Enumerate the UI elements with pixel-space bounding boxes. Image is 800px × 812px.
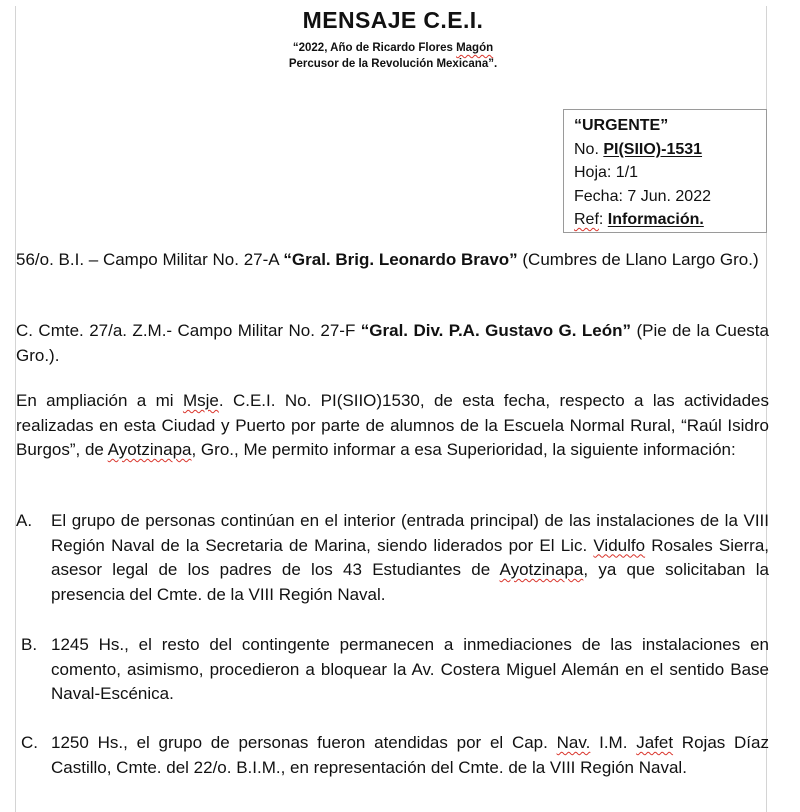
motto-spellcheck-word: Magón xyxy=(456,42,494,54)
message-number-value: PI(SIIO)-1531 xyxy=(603,140,703,158)
list-item-a-spellcheck-ayotzinapa: Ayotzinapa xyxy=(499,560,584,579)
document-title: MENSAJE C.E.I. xyxy=(302,7,484,33)
message-number xyxy=(574,138,766,162)
list-item-a-spellcheck-vidulfo: Vidulfo xyxy=(593,535,646,555)
priority-label: “URGENTE” xyxy=(574,117,669,134)
list-item-c-text xyxy=(51,731,769,780)
list-marker-c: C. xyxy=(21,733,38,752)
list-item-a-text xyxy=(51,509,769,607)
list-item-c-text-1: 1250 Hs., el grupo de personas fueron atendidas por el Cap. xyxy=(51,733,557,752)
reference xyxy=(574,208,766,232)
sheet-number: Hoja: 1/1 xyxy=(574,164,639,181)
unit-line-2-location: (Pie de la Cuesta Gro.). xyxy=(16,321,769,365)
list-item-c-text-2: I.M. xyxy=(590,733,637,752)
reference-colon: : xyxy=(598,211,608,228)
unit-line-1-camp-name: “Gral. Brig. Leonardo Bravo” xyxy=(283,250,518,269)
intro-text-1: En ampliación a mi xyxy=(16,391,183,410)
list-marker-b: B. xyxy=(21,635,38,654)
unit-line-1-location: (Cumbres de Llano Largo Gro.) xyxy=(517,250,759,269)
list-item-c xyxy=(16,731,769,780)
message-date: Fecha: 7 Jun. 2022 xyxy=(574,187,711,205)
list-item-a xyxy=(16,509,769,607)
list-item-c-text-3: Rojas Díaz Castillo, Cmte. del 22/o. B.I.M., en representación del Cmte. de la VIII Región Naval. xyxy=(51,733,769,777)
list-item-a-text-1: El grupo de personas continúan en el interior (entrada principal) de las instalaciones de la VIII Región Naval de la Secretaria de Marina, siendo liderados por El Lic. xyxy=(51,511,769,555)
unit-line-2 xyxy=(16,319,769,368)
list-item-a-text-3: , ya que solicitaban la presencia del Cmte. de la VIII Región Naval. xyxy=(51,560,769,604)
unit-line-2-camp-name: “Gral. Div. P.A. Gustavo G. León” xyxy=(360,321,632,340)
unit-line-1-text: 56/o. B.I. – Campo Militar No. 27-A xyxy=(16,250,284,269)
intro-spellcheck-ayotzinapa: Ayotzinapa xyxy=(107,440,192,459)
motto-line-2: Percusor de la Revolución Mexicana”. xyxy=(288,58,498,70)
reference-value: Información. xyxy=(607,211,704,228)
list-marker-a: A. xyxy=(16,511,33,530)
intro-paragraph xyxy=(16,389,769,463)
reference-label: Ref xyxy=(574,211,599,228)
list-item-c-spellcheck-jafet: Jafet xyxy=(636,733,674,752)
reference-box xyxy=(563,109,767,233)
list-item-c-spellcheck-nav: Nav. xyxy=(556,733,591,752)
intro-text-2: . C.E.I. No. PI(SIIO)1530, de esta fecha, respecto a las actividades realizadas en esta Ciudad y Puerto por parte de alumnos de la Escuela Normal Rural, “Raúl Isidro Burgos”, de xyxy=(16,391,769,459)
list-item-a-text-2: Rosales Sierra, asesor legal de los padres de los 43 Estudiantes de xyxy=(51,535,770,579)
intro-spellcheck-msje: Msje xyxy=(182,391,219,410)
motto-line-1 xyxy=(0,42,786,54)
motto-line-1-text: “2022, Año de Ricardo Flores xyxy=(292,42,457,54)
message-number-label: No. xyxy=(574,140,604,158)
list-item-b-text: 1245 Hs., el resto del contingente permanecen a inmediaciones de las instalaciones en comento, asimismo, procedieron a bloquear la Av. Costera Miguel Alemán en el sentido Base Naval-Escénica. xyxy=(51,635,769,703)
intro-text-3: , Gro., Me permito informar a esa Superioridad, la siguiente información: xyxy=(191,440,736,459)
unit-line-1 xyxy=(16,248,769,273)
unit-line-2-text: C. Cmte. 27/a. Z.M.- Campo Militar No. 27-F xyxy=(16,321,361,340)
list-item-b xyxy=(16,633,769,707)
